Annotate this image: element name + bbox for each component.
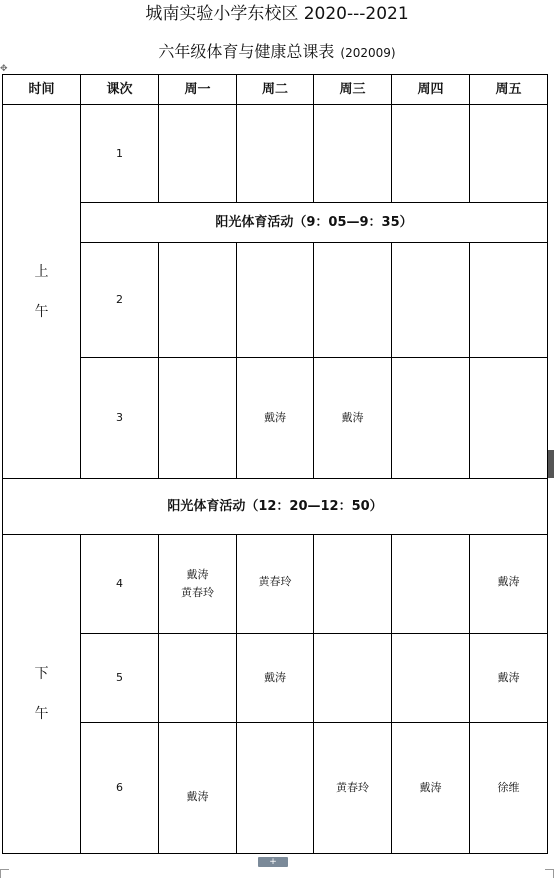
schedule-school-title: 城南实验小学东校区 2020---2021 [145,4,409,24]
table-cell [314,105,392,203]
table-row [3,479,548,535]
table-cell [392,243,470,358]
schedule-title [0,40,554,65]
table-row [3,535,548,634]
table-cell: 徐维 [470,723,548,854]
table-cell [392,358,470,479]
page-corner-mark [545,869,554,878]
table-cell [392,105,470,203]
table-cell [159,634,237,723]
table-cell [237,243,314,358]
header-cell-fri: 周五 [470,75,548,105]
morning-activity-banner: 阳光体育活动（9：05—9：35） [81,203,548,243]
table-cell: 黄春玲 [237,535,314,634]
table-cell: 戴涛 [392,723,470,854]
header-cell-period: 课次 [81,75,159,105]
header-cell-thu: 周四 [392,75,470,105]
noon-activity-banner: 阳光体育活动（12：20—12：50） [3,479,548,535]
table-cell [470,358,548,479]
table-row [3,203,548,243]
table-row [3,723,548,854]
header-cell-tue: 周二 [237,75,314,105]
table-cell [237,105,314,203]
table-cell: 戴涛 [470,535,548,634]
table-cell [470,243,548,358]
table-cell [159,358,237,479]
table-cell: 戴涛 [470,634,548,723]
schedule-title-text: 六年级体育与健康总课表 [158,42,335,61]
table-cell: 戴涛 [159,723,237,854]
table-cell [392,535,470,634]
table-move-handle-icon[interactable]: ✥ [0,64,8,74]
table-cell: 戴涛 黄春玲 [159,535,237,634]
afternoon-label: 下 午 [3,535,81,854]
period-number: 3 [81,358,159,479]
morning-label: 上 午 [3,105,81,479]
table-cell: 戴涛 [237,358,314,479]
table-row [3,634,548,723]
period-number: 6 [81,723,159,854]
table-cell: 戴涛 [314,358,392,479]
table-cell [159,243,237,358]
table-cell: 黄春玲 [314,723,392,854]
table-cell [159,105,237,203]
table-row [3,243,548,358]
period-number: 4 [81,535,159,634]
period-number: 2 [81,243,159,358]
table-cell [392,634,470,723]
table-cell [470,105,548,203]
add-row-button[interactable]: + [258,857,288,867]
page-corner-mark [0,869,9,878]
schedule-code: (202009) [340,46,396,60]
period-number: 1 [81,105,159,203]
schedule-table [2,74,548,854]
period-number: 5 [81,634,159,723]
header-cell-wed: 周三 [314,75,392,105]
header-cell-mon: 周一 [159,75,237,105]
table-cell [314,243,392,358]
table-row [3,105,548,203]
table-cell [314,634,392,723]
table-row [3,358,548,479]
header-cell-time: 时间 [3,75,81,105]
scrollbar-handle[interactable] [548,450,554,478]
table-cell: 戴涛 [237,634,314,723]
header-row [3,75,548,105]
table-cell [237,723,314,854]
table-cell [314,535,392,634]
